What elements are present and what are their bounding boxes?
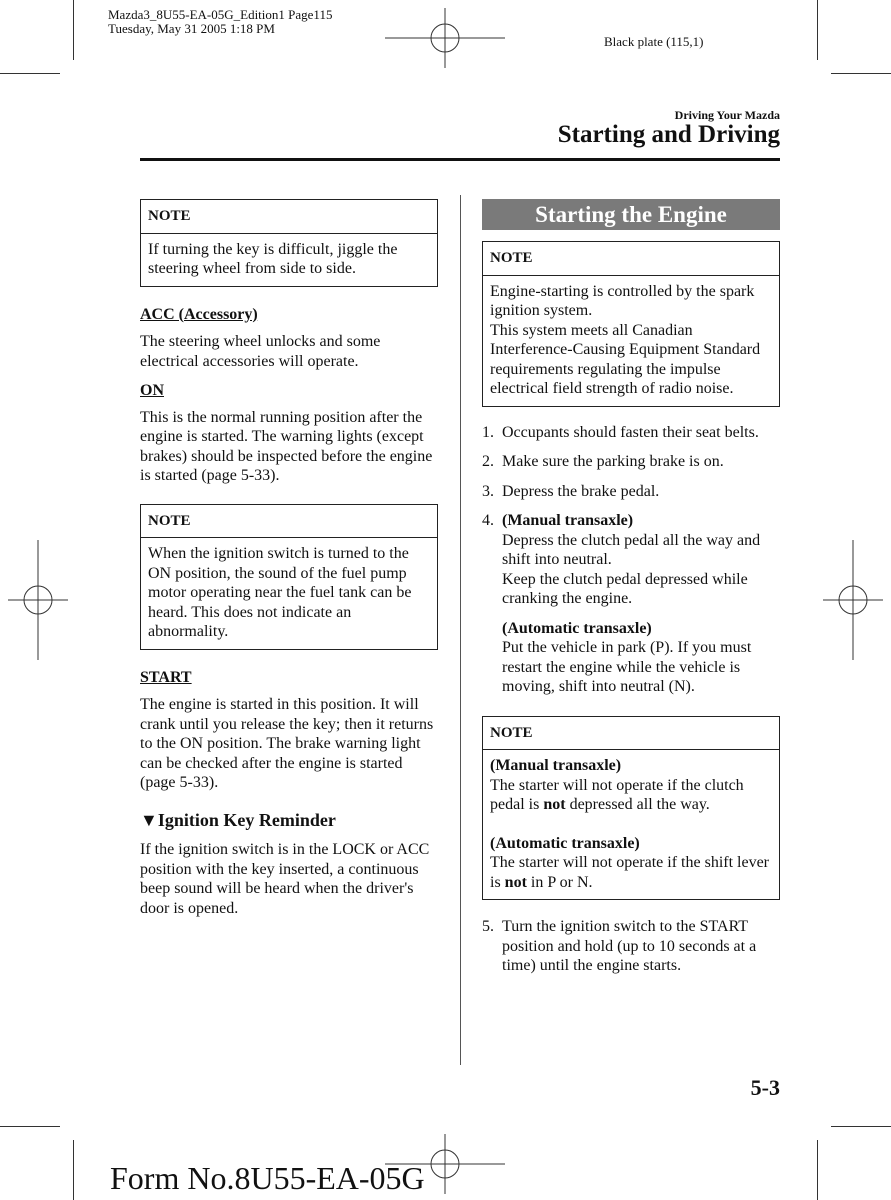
crop-mark-top-right-h (831, 73, 891, 74)
crop-mark-top-left (73, 0, 74, 60)
reminder-text: If the ignition switch is in the LOCK or ACC position with the key inserted, a continuous beep sound will be heard when the driver's door is opened. (140, 841, 430, 917)
text-run: The starter will not operate if the clutch pedal is (490, 776, 744, 813)
step-number: 5. (482, 918, 494, 935)
note-text (483, 276, 779, 406)
step-text: Turn the ignition switch to the START position and hold (up to 10 seconds at a time) until the engine starts. (502, 918, 757, 974)
crop-mark-bottom-right-h (831, 1126, 891, 1127)
print-plate: Black plate (115,1) (604, 34, 704, 49)
manual-line: Keep the clutch pedal depressed while cranking the engine. (502, 570, 748, 607)
text-run: in P or N. (526, 873, 593, 891)
note-line: Engine-starting is controlled by the spark ignition system. (490, 282, 755, 319)
note-heading: NOTE (483, 242, 779, 276)
emphasis: not (543, 796, 566, 813)
list-item (482, 511, 780, 697)
column-divider (460, 195, 461, 1065)
page-number: 5-3 (750, 1075, 780, 1100)
reminder-heading (140, 811, 438, 831)
start-heading: START (140, 668, 192, 686)
crop-mark-bottom-left-h (0, 1126, 60, 1127)
note-heading: NOTE (141, 200, 437, 234)
manual-transaxle-heading: (Manual transaxle) (502, 512, 634, 529)
step-number: 4. (482, 512, 494, 529)
list-item (482, 482, 780, 502)
step-number: 1. (482, 423, 494, 441)
note-text: If turning the key is difficult, jiggle the steering wheel from side to side. (148, 240, 398, 277)
acc-section (140, 305, 438, 372)
section-label: Driving Your Mazda (674, 108, 780, 122)
note-box (482, 716, 780, 901)
triangle-down-icon: ▼ (140, 809, 158, 830)
manual-transaxle-heading: (Manual transaxle) (490, 757, 622, 774)
list-item (482, 452, 780, 472)
text-run: The starter will not operate if the shift lever is (490, 854, 770, 891)
print-file-line: Mazda3_8U55-EA-05G_Edition1 Page115 (108, 7, 333, 22)
note-text: When the ignition switch is turned to the ON position, the sound of the fuel pump motor operating near the fuel tank can be heard. This does not indicate an abnormality. (148, 545, 412, 640)
note-heading: NOTE (141, 505, 437, 539)
page-title: Starting and Driving (557, 121, 780, 148)
left-column (140, 199, 438, 918)
automatic-transaxle-heading: (Automatic transaxle) (502, 619, 652, 637)
crop-mark-top-left-h (0, 73, 60, 74)
acc-text: The steering wheel unlocks and some electrical accessories will operate. (140, 333, 381, 370)
automatic-note-text (490, 853, 772, 892)
start-section (140, 668, 438, 793)
header-rule (140, 158, 780, 161)
step-number: 2. (482, 453, 494, 470)
note-heading: NOTE (483, 717, 779, 751)
steps-list (482, 423, 780, 697)
note-text (483, 750, 779, 899)
automatic-transaxle-heading: (Automatic transaxle) (490, 834, 640, 852)
registration-mark-top (385, 8, 505, 68)
reminder-heading-text: Ignition Key Reminder (157, 809, 336, 830)
step-text: Make sure the parking brake is on. (502, 453, 724, 470)
start-text: The engine is started in this position. It will crank until you release the key; then it returns to the ON position. The brake warning light can be checked after the engine is started (page 5-33). (140, 696, 434, 791)
crop-mark-bottom-right (817, 1140, 818, 1200)
step-text: Depress the brake pedal. (502, 482, 660, 500)
on-text: This is the normal running position after the engine is started. The warning lights (except brakes) should be inspected before the engine is started (page 5-33). (140, 408, 433, 484)
registration-mark-left (8, 540, 68, 660)
automatic-block (502, 619, 780, 697)
list-item (482, 423, 780, 443)
note-box (140, 199, 438, 287)
crop-mark-top-right (817, 0, 818, 60)
registration-mark-right (823, 540, 883, 660)
automatic-text: Put the vehicle in park (P). If you must restart the engine while the vehicle is moving, shift into neutral (N). (502, 639, 752, 695)
form-number: Form No.8U55-EA-05G (110, 1160, 425, 1196)
step-text: Occupants should fasten their seat belts. (502, 423, 759, 441)
section-banner: Starting the Engine (482, 199, 780, 230)
reminder-section (140, 811, 438, 919)
note-line: This system meets all Canadian Interference-Causing Equipment Standard requirements regulating the impulse electrical field strength of radio noise. (490, 321, 761, 397)
note-box (482, 241, 780, 407)
steps-list (482, 917, 780, 976)
note-box (140, 504, 438, 650)
on-heading: ON (140, 382, 164, 399)
print-date-line: Tuesday, May 31 2005 1:18 PM (108, 21, 275, 36)
list-item (482, 917, 780, 976)
step-number: 3. (482, 482, 494, 500)
text-run: depressed all the way. (565, 796, 710, 813)
right-column (482, 199, 780, 986)
emphasis: not (504, 873, 527, 891)
manual-line: Depress the clutch pedal all the way and shift into neutral. (502, 531, 761, 568)
acc-heading: ACC (Accessory) (140, 305, 258, 323)
crop-mark-bottom-left (73, 1140, 74, 1200)
manual-note-text (490, 776, 772, 815)
on-section (140, 381, 438, 486)
